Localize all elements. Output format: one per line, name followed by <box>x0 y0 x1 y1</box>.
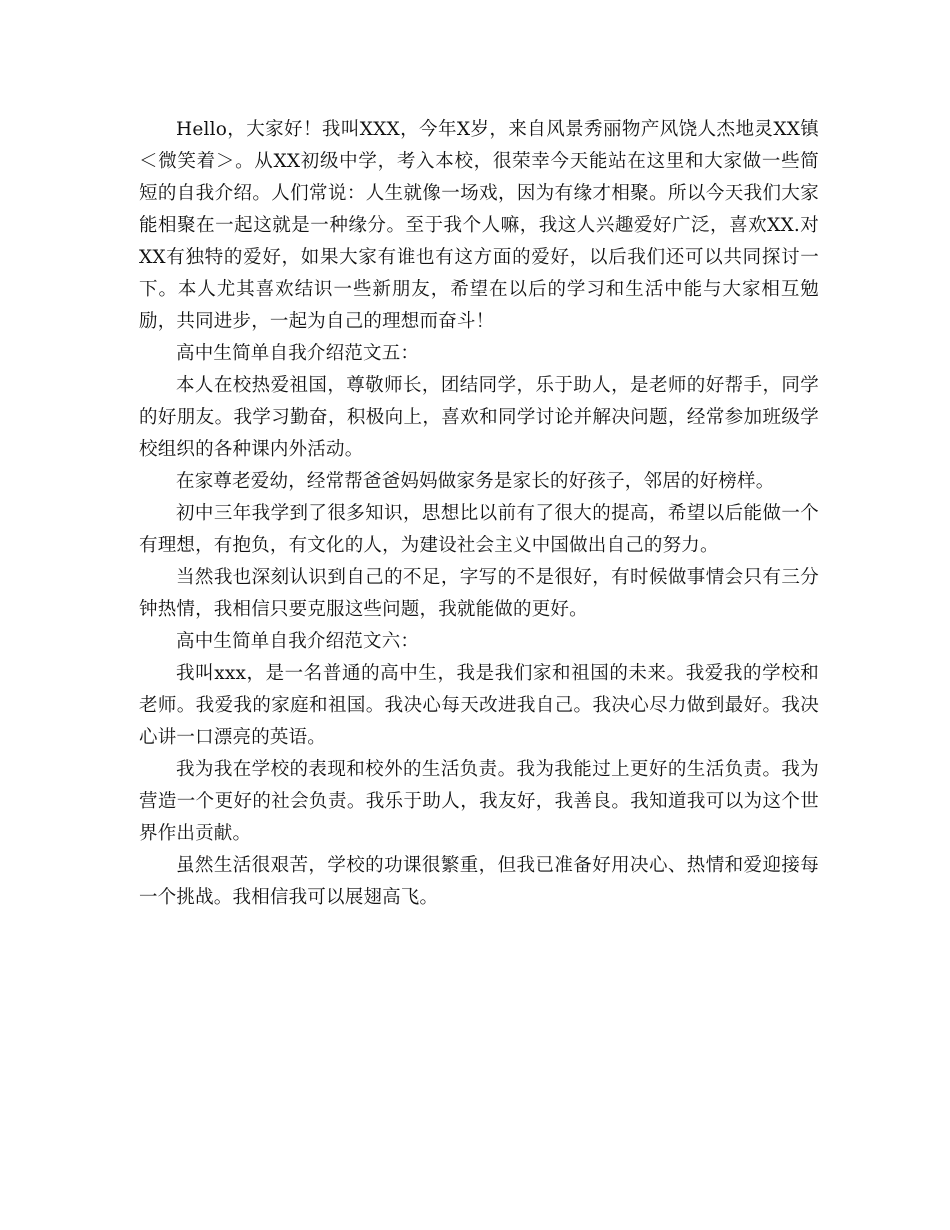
paragraph-shortcomings: 当然我也深刻认识到自己的不足，字写的不是很好，有时候做事情会只有三分钟热情，我相信只要克服这些问题，我就能做的更好。 <box>139 567 819 620</box>
intro-paragraph: Hello，大家好！我叫XXX，今年X岁，来自风景秀丽物产风饶人杰地灵XX镇＜微笑着＞。从XX初级中学，考入本校，很荣幸今天能站在这里和大家做一些简短的自我介绍。人们常说：人生就像一场戏，因为有缘才相聚。所以今天我们大家能相聚在一起这就是一种缘分。至于我个人嘛，我这人兴趣爱好广泛，喜欢XX.对XX有独特的爱好，如果大家有谁也有这方面的爱好，以后我们还可以共同探讨一下。本人尤其喜欢结识一些新朋友，希望在以后的学习和生活中能与大家相互勉励，共同进步，一起为自己的理想而奋斗！ <box>139 119 819 332</box>
paragraph-responsibility: 我为我在学校的表现和校外的生活负责。我为我能过上更好的生活负责。我为营造一个更好的社会负责。我乐于助人，我友好，我善良。我知道我可以为这个世界作出贡献。 <box>139 759 819 844</box>
paragraph-ordinary-student: 我叫xxx，是一名普通的高中生，我是我们家和祖国的未来。我爱我的学校和老师。我爱我的家庭和祖国。我决心每天改进我自己。我决心尽力做到最好。我决心讲一口漂亮的英语。 <box>139 663 819 748</box>
paragraph-family: 在家尊老爱幼，经常帮爸爸妈妈做家务是家长的好孩子，邻居的好榜样。 <box>176 471 775 492</box>
document-body <box>139 114 819 914</box>
paragraph-school-life: 本人在校热爱祖国，尊敬师长，团结同学，乐于助人，是老师的好帮手，同学的好朋友。我学习勤奋，积极向上，喜欢和同学讨论并解决问题，经常参加班级学校组织的各种课内外活动。 <box>139 375 819 460</box>
section-heading-five: 高中生简单自我介绍范文五： <box>176 343 420 364</box>
section-heading-six: 高中生简单自我介绍范文六： <box>176 631 420 652</box>
paragraph-challenge: 虽然生活很艰苦，学校的功课很繁重，但我已准备好用决心、热情和爱迎接每一个挑战。我相信我可以展翅高飞。 <box>139 855 819 908</box>
paragraph-junior-high: 初中三年我学到了很多知识，思想比以前有了很大的提高，希望以后能做一个有理想，有抱负，有文化的人，为建设社会主义中国做出自己的努力。 <box>139 503 819 556</box>
